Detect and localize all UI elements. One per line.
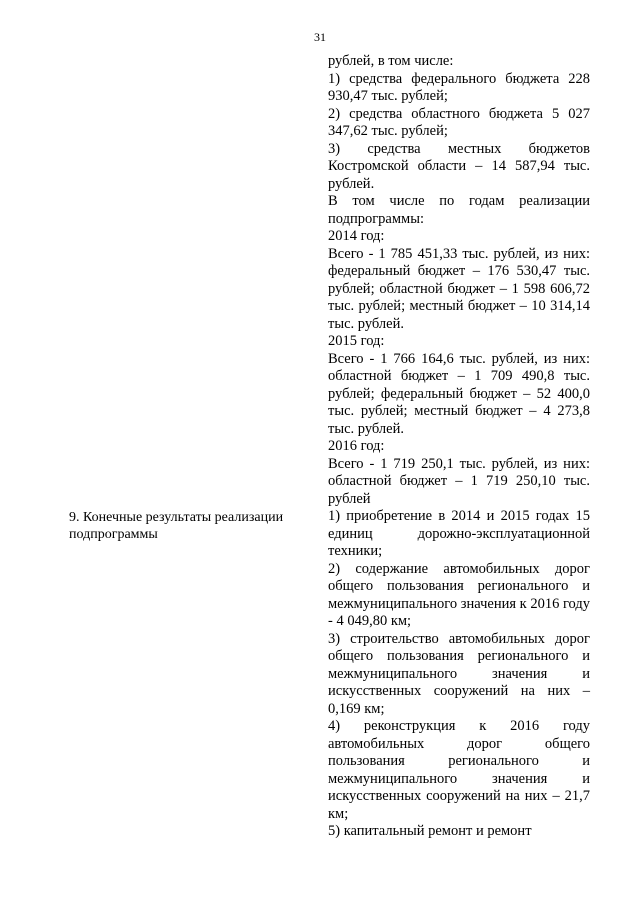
page-number: 31	[314, 30, 326, 44]
paragraph: Всего - 1 766 164,6 тыс. рублей, из них: областной бюджет – 1 709 490,8 тыс. рублей; федеральный бюджет – 52 400,0 тыс. рублей; местный бюджет – 4 273,8 тыс. рублей.	[328, 350, 590, 437]
result-item: 1) приобретение в 2014 и 2015 годах 15 единиц дорожно-эксплуатационной техники;	[328, 508, 590, 559]
year-heading: 2014 год:	[328, 228, 385, 244]
paragraph: 1) средства федерального бюджета 228 930,47 тыс. рублей;	[328, 70, 590, 104]
paragraph: В том числе по годам реализации подпрограммы:	[328, 193, 590, 227]
result-item: 4) реконструкция к 2016 году автомобильных дорог общего пользования регионального и межмуниципального значения и искусственных сооружений на них – 21,7 км;	[328, 718, 590, 822]
result-item: 5) капитальный ремонт и ремонт	[328, 823, 532, 839]
year-heading: 2016 год:	[328, 438, 385, 454]
paragraph: 2) средства областного бюджета 5 027 347,62 тыс. рублей;	[328, 105, 590, 139]
paragraph: 3) средства местных бюджетов Костромской области – 14 587,94 тыс. рублей.	[328, 140, 590, 192]
paragraph: Всего - 1 719 250,1 тыс. рублей, из них: областной бюджет – 1 719 250,10 тыс. рублей	[328, 455, 590, 507]
paragraph: Всего - 1 785 451,33 тыс. рублей, из них: федеральный бюджет – 176 530,47 тыс. рублей; областной бюджет – 1 598 606,72 тыс. рублей; местный бюджет – 10 314,14 тыс. рублей.	[328, 245, 590, 332]
section-title: 9. Конечные результаты реализации подпрограммы	[69, 510, 284, 542]
result-item: 3) строительство автомобильных дорог общего пользования регионального и межмуниципального значения и искусственных сооружений на них – 0,169 км;	[328, 630, 590, 717]
right-column	[328, 53, 590, 841]
result-item: 2) содержание автомобильных дорог общего пользования регионального и межмуниципального значения к 2016 году - 4 049,80 км;	[328, 560, 590, 629]
paragraph: рублей, в том числе:	[328, 53, 454, 69]
year-heading: 2015 год:	[328, 333, 385, 349]
